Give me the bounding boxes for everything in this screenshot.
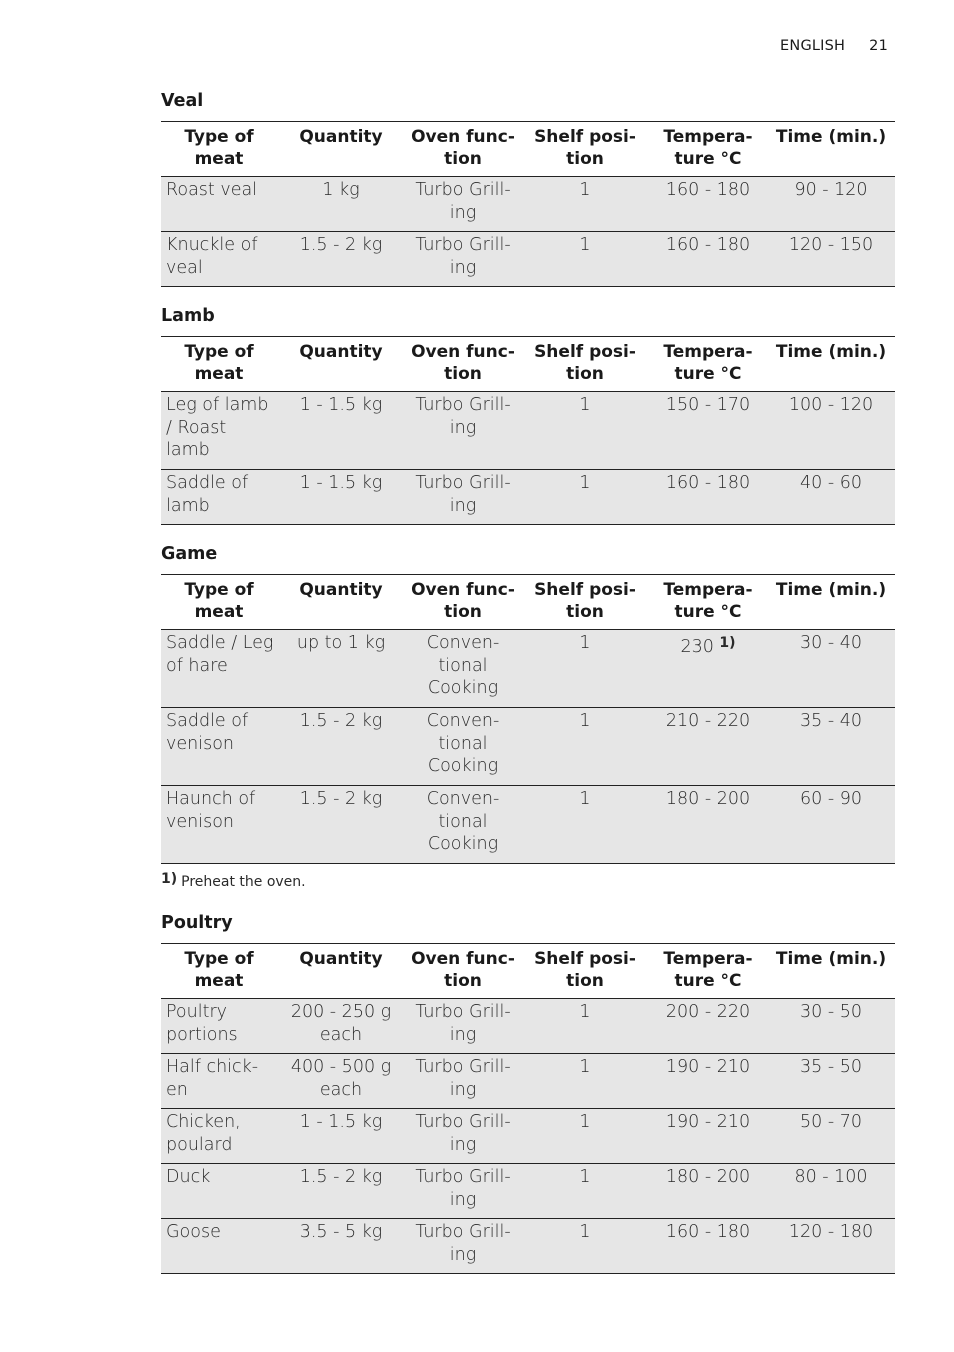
cell-oven-function: Conven-tional Cooking [426, 789, 500, 854]
col-header-time: Time (min.) [775, 342, 887, 362]
cell-quantity: 1 - 1.5 kg [299, 473, 383, 493]
lamb-table [161, 336, 895, 525]
col-header-oven-function: Oven func-tion [411, 342, 515, 384]
game-table [161, 574, 895, 864]
footnote [161, 871, 306, 890]
cell-temperature: 180 - 200 [665, 1167, 751, 1187]
cell-type: Leg of lamb / Roast lamb [166, 395, 269, 460]
cell-oven-function: Turbo Grill-ing [415, 1057, 511, 1100]
cell-temperature: 210 - 220 [665, 711, 751, 731]
footnote-text: Preheat the oven. [181, 874, 306, 890]
section-title-veal: Veal [161, 91, 204, 111]
table-row [161, 1164, 895, 1219]
cell-quantity: 3.5 - 5 kg [299, 1222, 383, 1242]
footnote-ref: 1) [719, 635, 736, 651]
table-row [161, 232, 895, 287]
cell-shelf-position: 1 [579, 395, 591, 415]
cell-oven-function: Turbo Grill-ing [415, 395, 511, 438]
table-row [161, 708, 895, 786]
cell-type: Goose [166, 1222, 221, 1242]
cell-shelf-position: 1 [579, 1222, 591, 1242]
cell-temperature: 160 - 180 [665, 235, 751, 255]
cell-quantity: up to 1 kg [296, 633, 386, 653]
table-row [161, 999, 895, 1054]
col-header-type: Type of meat [184, 949, 254, 991]
footnote-mark: 1) [161, 871, 178, 887]
col-header-oven-function: Oven func-tion [411, 949, 515, 991]
cell-quantity: 1 kg [322, 180, 360, 200]
cell-time: 35 - 50 [800, 1057, 862, 1077]
cell-oven-function: Turbo Grill-ing [415, 473, 511, 516]
col-header-quantity: Quantity [299, 127, 383, 147]
cell-time: 50 - 70 [800, 1112, 862, 1132]
col-header-shelf-position: Shelf posi-tion [534, 580, 636, 622]
table-header-row [161, 944, 895, 999]
cell-type: Haunch of venison [166, 789, 256, 832]
table-row [161, 1219, 895, 1274]
cell-quantity: 1.5 - 2 kg [299, 789, 383, 809]
cell-oven-function: Turbo Grill-ing [415, 1002, 511, 1045]
col-header-type: Type of meat [184, 342, 254, 384]
cell-temperature [649, 630, 767, 708]
cell-oven-function: Conven-tional Cooking [426, 633, 500, 698]
cell-oven-function: Turbo Grill-ing [415, 180, 511, 223]
section-title-poultry: Poultry [161, 913, 233, 933]
cell-shelf-position: 1 [579, 1057, 591, 1077]
cell-type: Knuckle of veal [166, 235, 258, 278]
col-header-shelf-position: Shelf posi-tion [534, 949, 636, 991]
cell-shelf-position: 1 [579, 633, 591, 653]
col-header-type: Type of meat [184, 127, 254, 169]
cell-shelf-position: 1 [579, 235, 591, 255]
col-header-shelf-position: Shelf posi-tion [534, 342, 636, 384]
cell-temperature: 190 - 210 [665, 1112, 751, 1132]
cell-type: Half chick-en [166, 1057, 259, 1100]
cell-type: Chicken, poulard [166, 1112, 241, 1155]
header-language: ENGLISH [780, 38, 846, 54]
cell-time: 30 - 50 [800, 1002, 862, 1022]
cell-time: 120 - 150 [788, 235, 874, 255]
temperature-value: 230 [680, 637, 714, 657]
cell-time: 80 - 100 [794, 1167, 868, 1187]
cell-shelf-position: 1 [579, 473, 591, 493]
cell-temperature: 180 - 200 [665, 789, 751, 809]
cell-quantity: 200 - 250 g each [290, 1002, 392, 1045]
cell-quantity: 1.5 - 2 kg [299, 711, 383, 731]
cell-time: 90 - 120 [794, 180, 868, 200]
cell-time: 30 - 40 [800, 633, 862, 653]
table-header-row [161, 122, 895, 177]
poultry-table [161, 943, 895, 1274]
cell-time: 100 - 120 [788, 395, 874, 415]
cell-type: Saddle / Leg of hare [166, 633, 274, 676]
cell-quantity: 1 - 1.5 kg [299, 395, 383, 415]
cell-oven-function: Turbo Grill-ing [415, 1112, 511, 1155]
cell-shelf-position: 1 [579, 1002, 591, 1022]
cell-type: Poultry portions [166, 1002, 238, 1045]
table-row [161, 786, 895, 864]
col-header-quantity: Quantity [299, 580, 383, 600]
cell-oven-function: Turbo Grill-ing [415, 1222, 511, 1265]
section-title-game: Game [161, 544, 218, 564]
cell-oven-function: Conven-tional Cooking [426, 711, 500, 776]
cell-temperature: 190 - 210 [665, 1057, 751, 1077]
cell-shelf-position: 1 [579, 1167, 591, 1187]
col-header-temperature: Tempera-ture °C [663, 580, 753, 622]
table-row [161, 630, 895, 708]
table-row [161, 470, 895, 525]
cell-oven-function: Turbo Grill-ing [415, 1167, 511, 1210]
cell-quantity: 1.5 - 2 kg [299, 235, 383, 255]
col-header-temperature: Tempera-ture °C [663, 127, 753, 169]
cell-time: 60 - 90 [800, 789, 862, 809]
table-row [161, 392, 895, 470]
veal-table [161, 121, 895, 287]
cell-time: 35 - 40 [800, 711, 862, 731]
table-row [161, 1109, 895, 1164]
cell-type: Saddle of lamb [166, 473, 249, 516]
col-header-temperature: Tempera-ture °C [663, 949, 753, 991]
table-row [161, 1054, 895, 1109]
page-header [780, 38, 888, 54]
cell-temperature: 150 - 170 [665, 395, 751, 415]
col-header-quantity: Quantity [299, 342, 383, 362]
col-header-oven-function: Oven func-tion [411, 127, 515, 169]
col-header-time: Time (min.) [775, 127, 887, 147]
cell-temperature: 160 - 180 [665, 1222, 751, 1242]
section-title-lamb: Lamb [161, 306, 215, 326]
table-row [161, 177, 895, 232]
cell-quantity: 400 - 500 g each [290, 1057, 392, 1100]
cell-type: Roast veal [166, 180, 258, 200]
cell-shelf-position: 1 [579, 180, 591, 200]
cell-shelf-position: 1 [579, 711, 591, 731]
cell-shelf-position: 1 [579, 789, 591, 809]
page-number: 21 [869, 38, 888, 54]
col-header-time: Time (min.) [775, 580, 887, 600]
col-header-time: Time (min.) [775, 949, 887, 969]
cell-temperature: 160 - 180 [665, 180, 751, 200]
cell-time: 120 - 180 [788, 1222, 874, 1242]
col-header-shelf-position: Shelf posi-tion [534, 127, 636, 169]
cell-shelf-position: 1 [579, 1112, 591, 1132]
col-header-type: Type of meat [184, 580, 254, 622]
cell-temperature: 200 - 220 [665, 1002, 751, 1022]
col-header-temperature: Tempera-ture °C [663, 342, 753, 384]
cell-quantity: 1 - 1.5 kg [299, 1112, 383, 1132]
cell-quantity: 1.5 - 2 kg [299, 1167, 383, 1187]
table-header-row [161, 337, 895, 392]
cell-temperature: 160 - 180 [665, 473, 751, 493]
col-header-quantity: Quantity [299, 949, 383, 969]
table-header-row [161, 575, 895, 630]
cell-time: 40 - 60 [800, 473, 862, 493]
cell-type: Saddle of venison [166, 711, 249, 754]
col-header-oven-function: Oven func-tion [411, 580, 515, 622]
cell-type: Duck [166, 1167, 211, 1187]
cell-oven-function: Turbo Grill-ing [415, 235, 511, 278]
